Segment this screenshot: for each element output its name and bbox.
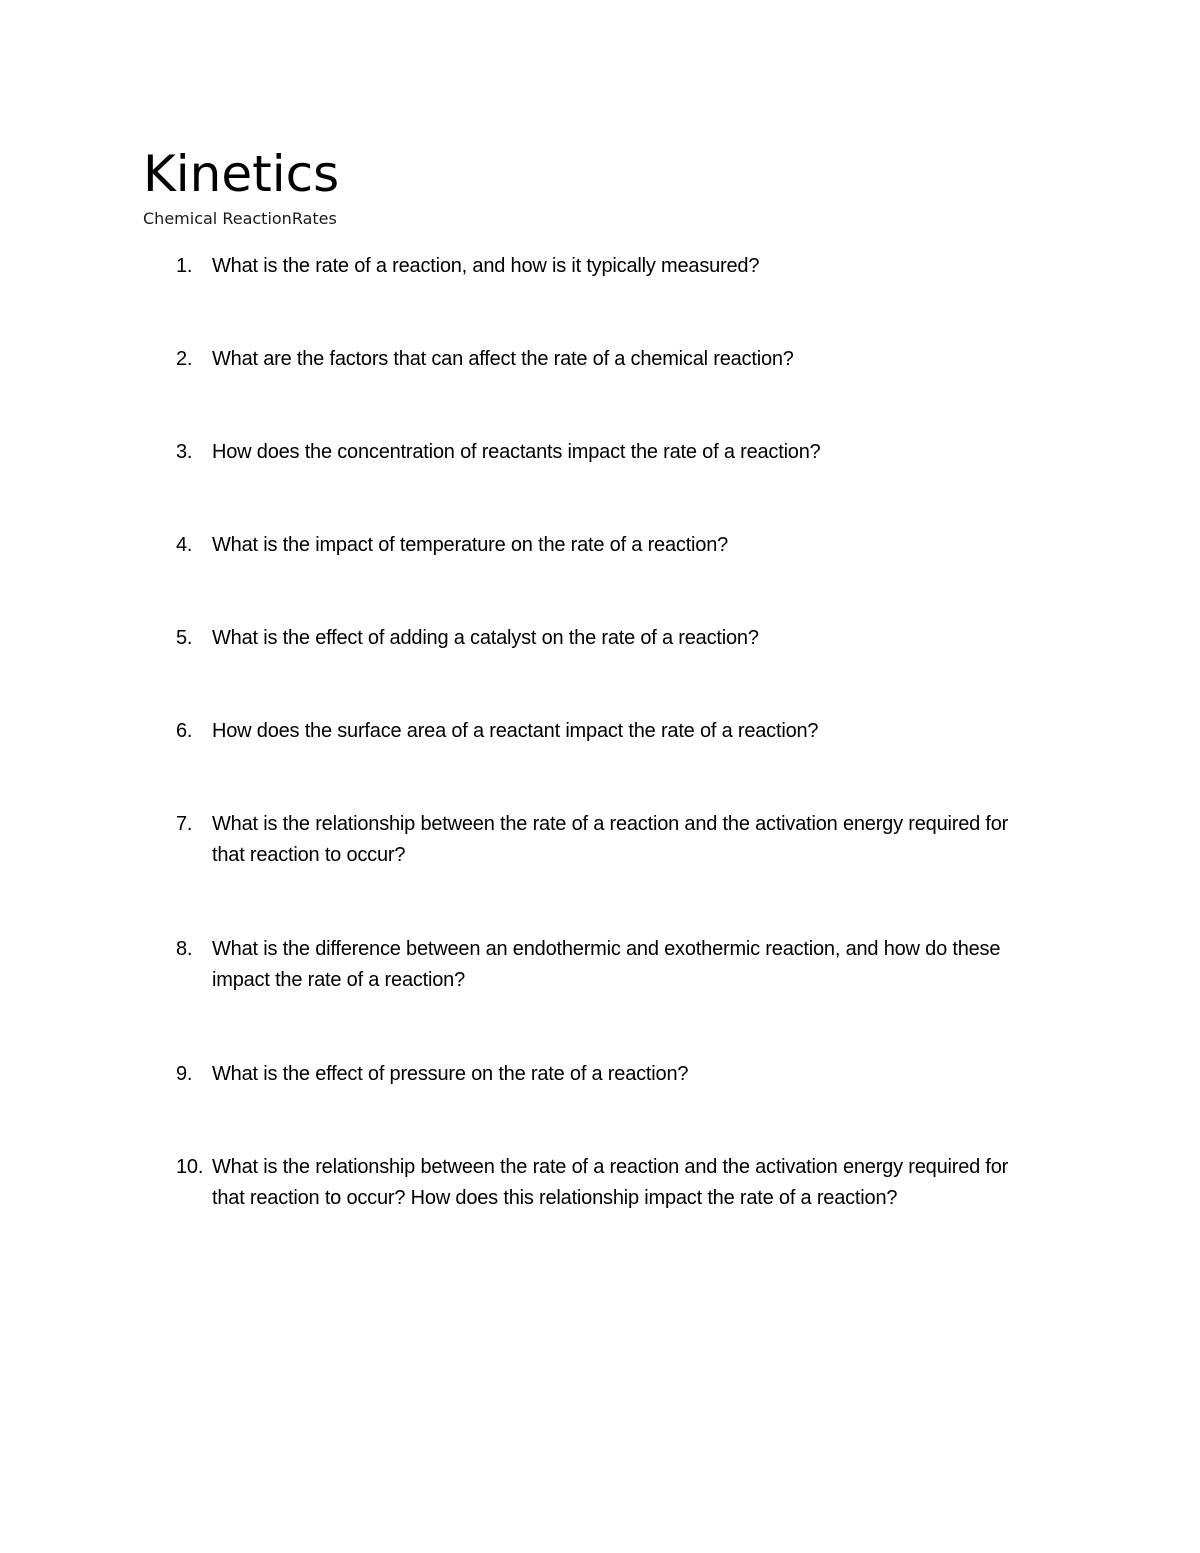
question-text: What is the effect of pressure on the rate of a reaction? (212, 1063, 689, 1085)
question-text: What is the relationship between the rate of a reaction and the activation energy required for that reaction to occur? How does this relationship impact the rate of a reaction? (212, 1156, 1009, 1209)
question-number: 4. (176, 534, 193, 556)
question-number: 7. (176, 813, 193, 835)
question-text: How does the concentration of reactants impact the rate of a reaction? (212, 441, 821, 463)
question-text: What is the relationship between the rate of a reaction and the activation energy required for that reaction to occur? (212, 813, 1009, 866)
question-number: 1. (176, 255, 193, 277)
question-number: 5. (176, 627, 193, 649)
question-text: What is the rate of a reaction, and how is it typically measured? (212, 255, 760, 277)
question-text: What is the impact of temperature on the rate of a reaction? (212, 534, 729, 556)
question-text: What are the factors that can affect the rate of a chemical reaction? (212, 348, 794, 370)
question-number: 2. (176, 348, 193, 370)
question-text: What is the effect of adding a catalyst on the rate of a reaction? (212, 627, 759, 649)
question-number: 6. (176, 720, 193, 742)
question-number: 3. (176, 441, 193, 463)
question-text: How does the surface area of a reactant impact the rate of a reaction? (212, 720, 819, 742)
question-number: 10. (176, 1156, 204, 1178)
document-subtitle: Chemical ReactionRates (143, 209, 337, 228)
document-title: Kinetics (143, 145, 340, 203)
question-number: 8. (176, 938, 193, 960)
question-text: What is the difference between an endothermic and exothermic reaction, and how do these impact the rate of a reaction? (212, 938, 1001, 991)
question-number: 9. (176, 1063, 193, 1085)
